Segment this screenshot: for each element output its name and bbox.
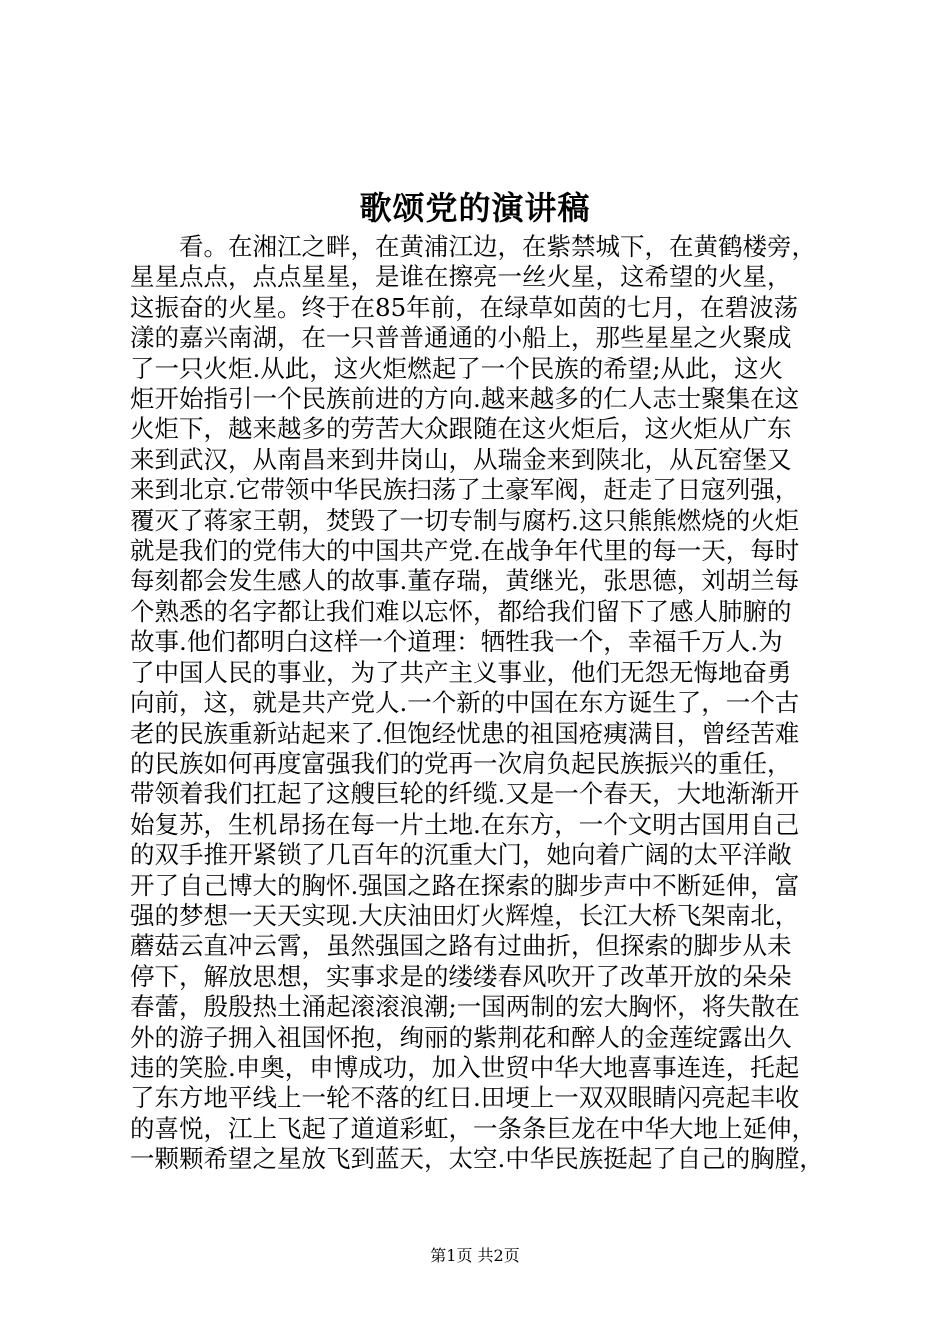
body-line: 向前，这，就是共产党人.一个新的中国在东方诞生了，一个古	[130, 688, 800, 718]
body-line: 漾的嘉兴南湖，在一只普普通通的小船上，那些星星之火聚成	[130, 323, 792, 353]
body-line: 的喜悦，江上飞起了道道彩虹，一条条巨龙在中华大地上延伸，	[130, 1113, 816, 1143]
body-line: 炬开始指引一个民族前进的方向.越来越多的仁人志士聚集在这	[130, 384, 800, 414]
body-line: 每刻都会发生感人的故事.董存瑞，黄继光，张思德，刘胡兰每	[130, 566, 800, 596]
body-line: 个熟悉的名字都让我们难以忘怀，都给我们留下了感人肺腑的	[130, 596, 792, 626]
page-footer: 第1页 共2页	[430, 1246, 520, 1265]
body-line: 看。在湘江之畔，在黄浦江边，在紫禁城下，在黄鹤楼旁，	[130, 232, 816, 261]
document-title: 歌颂党的演讲稿	[359, 189, 591, 227]
body-line: 这振奋的火星。终于在85年前，在绿草如茵的七月，在碧波荡	[130, 292, 799, 322]
body-line: 停下，解放思想，实事求是的缕缕春风吹开了改革开放的朵朵	[130, 961, 792, 991]
body-line: 外的游子拥入祖国怀抱，绚丽的紫荆花和醉人的金莲绽露出久	[130, 1022, 792, 1052]
body-line: 老的民族重新站起来了.但饱经忧患的祖国疮痍满目，曾经苦难	[130, 718, 800, 748]
body-line: 的双手推开紧锁了几百年的沉重大门，她向着广阔的太平洋敞	[130, 840, 792, 870]
body-line: 违的笑脸.申奥，申博成功，加入世贸中华大地喜事连连，托起	[130, 1052, 800, 1082]
body-line: 火炬下，越来越多的劳苦大众跟随在这火炬后，这火炬从广东	[130, 414, 792, 444]
body-line: 了一只火炬.从此，这火炬燃起了一个民族的希望;从此，这火	[130, 353, 784, 383]
body-line: 带领着我们扛起了这艘巨轮的纤缆.又是一个春天，大地渐渐开	[130, 779, 800, 809]
body-line: 强的梦想一天天实现.大庆油田灯火辉煌，长江大桥飞架南北，	[130, 900, 800, 930]
body-line: 了东方地平线上一轮不落的红日.田埂上一双双眼睛闪亮起丰收	[130, 1083, 800, 1113]
body-line: 蘑菇云直冲云霄，虽然强国之路有过曲折，但探索的脚步从未	[130, 931, 792, 961]
body-line: 一颗颗希望之星放飞到蓝天，太空.中华民族挺起了自己的胸膛，	[130, 1144, 824, 1174]
body-line: 了中国人民的事业，为了共产主义事业，他们无怨无悔地奋勇	[130, 657, 792, 687]
body-line: 就是我们的党伟大的中国共产党.在战争年代里的每一天，每时	[130, 536, 800, 566]
body-line: 来到武汉，从南昌来到井岗山，从瑞金来到陕北，从瓦窑堡又	[130, 444, 792, 474]
body-line: 覆灭了蒋家王朝，焚毁了一切专制与腐朽.这只熊熊燃烧的火炬	[130, 505, 800, 535]
body-line: 星星点点，点点星星，是谁在擦亮一丝火星，这希望的火星，	[130, 262, 792, 292]
body-line: 始复苏，生机昂扬在每一片土地.在东方，一个文明古国用自己	[130, 809, 800, 839]
document-body	[130, 232, 828, 1175]
body-line: 来到北京.它带领中华民族扫荡了土豪军阀，赶走了日寇列强，	[130, 475, 800, 505]
body-line: 开了自己博大的胸怀.强国之路在探索的脚步声中不断延伸，富	[130, 870, 800, 900]
body-line: 故事.他们都明白这样一个道理：牺牲我一个，幸福千万人.为	[130, 627, 783, 657]
body-line: 的民族如何再度富强我们的党再一次肩负起民族振兴的重任，	[130, 748, 792, 778]
body-line: 春蕾，殷殷热土涌起滚滚浪潮;一国两制的宏大胸怀，将失散在	[130, 992, 800, 1022]
